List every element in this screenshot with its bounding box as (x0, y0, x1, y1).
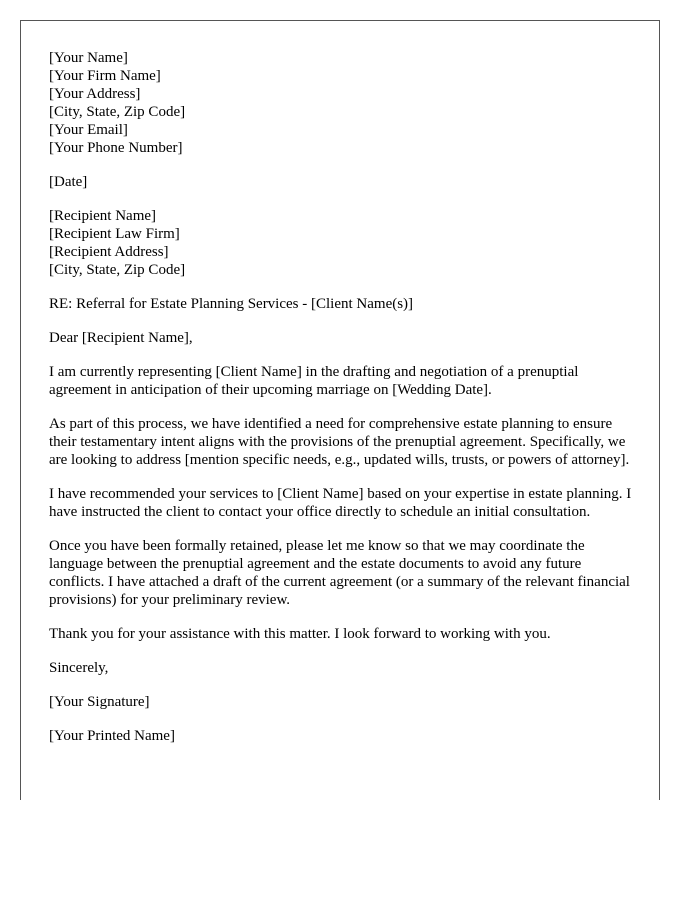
subject-line: RE: Referral for Estate Planning Services - [Client Name(s)] (49, 296, 414, 312)
sender-email: [Your Email] (49, 122, 128, 138)
recipient-address: [Recipient Address] (49, 244, 169, 260)
sender-address: [Your Address] (49, 86, 141, 102)
sender-city-state-zip: [City, State, Zip Code] (49, 104, 186, 120)
sender-phone: [Your Phone Number] (49, 140, 183, 156)
printed-name: [Your Printed Name] (49, 728, 175, 744)
recipient-name: [Recipient Name] (49, 208, 157, 224)
letter-page (20, 20, 660, 800)
body-paragraph-3: I have recommended your services to [Client Name] based on your expertise in estate planning. I have instructed the client to contact your office directly to schedule an initial consultation. (49, 486, 632, 520)
date-block (49, 173, 633, 191)
signature-placeholder: [Your Signature] (49, 694, 150, 710)
closing: Sincerely, (49, 660, 109, 676)
recipient-block (49, 207, 633, 279)
body-paragraph-4: Once you have been formally retained, please let me know so that we may coordinate the language between the prenuptial agreement and the estate documents to avoid any future conflicts. I have attached a draft of the current agreement (or a summary of the relevant financial provisions) for your preliminary review. (49, 538, 630, 608)
salutation: Dear [Recipient Name], (49, 330, 193, 346)
letter-content (49, 49, 633, 761)
body-paragraph-5: Thank you for your assistance with this matter. I look forward to working with you. (49, 626, 551, 642)
body-paragraph-1: I am currently representing [Client Name] in the drafting and negotiation of a prenuptial agreement in anticipation of their upcoming marriage on [Wedding Date]. (49, 364, 579, 398)
body-paragraph-2: As part of this process, we have identified a need for comprehensive estate planning to ensure their testamentary intent aligns with the provisions of the prenuptial agreement. Specifically, we are looking to address [mention specific needs, e.g., updated wills, trusts, or powers of attorney]. (49, 416, 630, 468)
sender-name: [Your Name] (49, 50, 128, 66)
sender-firm: [Your Firm Name] (49, 68, 161, 84)
recipient-city-state-zip: [City, State, Zip Code] (49, 262, 186, 278)
recipient-firm: [Recipient Law Firm] (49, 226, 180, 242)
letter-date: [Date] (49, 174, 88, 190)
sender-block (49, 49, 633, 157)
